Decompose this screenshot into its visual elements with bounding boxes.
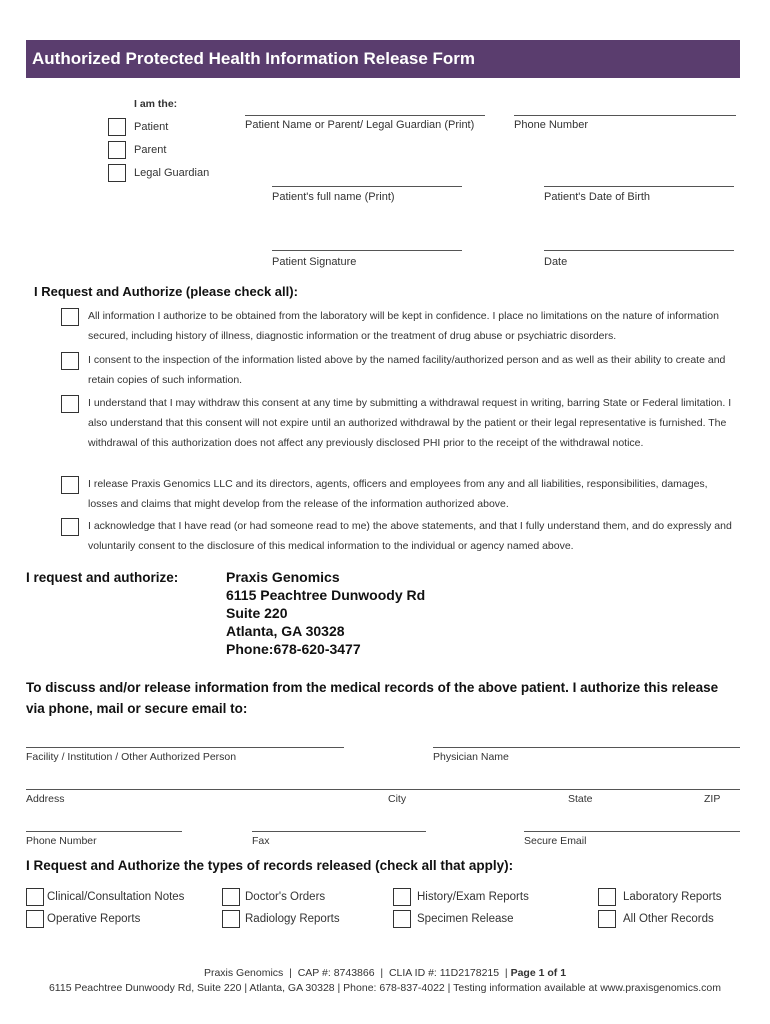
authorize-checkbox[interactable] xyxy=(61,476,79,494)
patient-dob-label: Patient's Date of Birth xyxy=(544,191,651,203)
discuss-statement: To discuss and/or release information from the medical records of the above patient. I authorize this release via phone, mail or secure email to: xyxy=(26,680,719,716)
radiology-reports-label: Radiology Reports xyxy=(245,913,340,925)
date-label: Date xyxy=(544,256,568,268)
facility-label: Facility / Institution / Other Authorized Person xyxy=(26,751,237,763)
address-field[interactable] xyxy=(26,789,740,790)
lab-phone: Phone:678-620-3477 xyxy=(226,641,361,657)
patient-checkbox[interactable] xyxy=(108,118,126,136)
specimen-release-label: Specimen Release xyxy=(417,913,514,925)
authorize-item: I release Praxis Genomics LLC and its directors, agents, officers and employees from any and all liabilities, responsibilities, damages, losses and claims that might develop from the release of the information authorized above. xyxy=(88,478,708,510)
lab-address-block xyxy=(226,568,425,658)
patient-signature-label: Patient Signature xyxy=(272,256,357,268)
date-field[interactable] xyxy=(544,250,734,251)
authorize-checkbox[interactable] xyxy=(61,518,79,536)
phone-number-label: Phone Number xyxy=(514,119,588,131)
authorize-heading: I Request and Authorize (please check all): xyxy=(34,284,298,299)
zip-label: ZIP xyxy=(704,793,721,805)
request-authorize-label: I request and authorize: xyxy=(26,570,179,585)
fax-field[interactable] xyxy=(252,831,426,832)
fax-label: Fax xyxy=(252,835,270,847)
patient-dob-field[interactable] xyxy=(544,186,734,187)
radiology-reports-checkbox[interactable] xyxy=(222,910,240,928)
guardian-name-label: Patient Name or Parent/ Legal Guardian (Print) xyxy=(245,119,475,131)
lab-name: Praxis Genomics xyxy=(226,569,340,585)
clinical-notes-label: Clinical/Consultation Notes xyxy=(47,891,185,903)
lab-city: Atlanta, GA 30328 xyxy=(226,623,345,639)
history-exam-checkbox[interactable] xyxy=(393,888,411,906)
authorize-checkbox[interactable] xyxy=(61,308,79,326)
state-label: State xyxy=(568,793,593,805)
patient-full-name-label: Patient's full name (Print) xyxy=(272,191,395,203)
operative-reports-label: Operative Reports xyxy=(47,913,141,925)
footer-line-2: 6115 Peachtree Dunwoody Rd, Suite 220 | Atlanta, GA 30328 | Phone: 678-837-4022 | Testing information available at www.praxisgenomics.com xyxy=(48,982,722,994)
records-heading: I Request and Authorize the types of records released (check all that apply): xyxy=(26,858,514,873)
parent-checkbox[interactable] xyxy=(108,141,126,159)
phone-label: Phone Number xyxy=(26,835,97,847)
doctors-orders-checkbox[interactable] xyxy=(222,888,240,906)
legal-guardian-option-label: Legal Guardian xyxy=(134,167,210,179)
lab-street: 6115 Peachtree Dunwoody Rd xyxy=(226,587,426,603)
authorize-item: I acknowledge that I have read (or had someone read to me) the above statements, and that I fully understand them, and do expressly and voluntarily consent to the disclosure of this medical information to the individual or agency named above. xyxy=(88,520,732,552)
facility-field[interactable] xyxy=(26,747,344,748)
address-label: Address xyxy=(26,793,65,805)
laboratory-reports-checkbox[interactable] xyxy=(598,888,616,906)
i-am-label: I am the: xyxy=(134,98,178,110)
city-label: City xyxy=(388,793,407,805)
physician-name-label: Physician Name xyxy=(433,751,509,763)
authorize-item: All information I authorize to be obtained from the laboratory will be kept in confidence. I place no limitations on the nature of information secured, including history of illness, diagnostic information or the treatment of drug abuse or psychiatric disorders. xyxy=(88,310,719,342)
laboratory-reports-label: Laboratory Reports xyxy=(623,891,722,903)
secure-email-field[interactable] xyxy=(524,831,740,832)
secure-email-label: Secure Email xyxy=(524,835,587,847)
lab-suite: Suite 220 xyxy=(226,605,288,621)
clinical-notes-checkbox[interactable] xyxy=(26,888,44,906)
legal-guardian-checkbox[interactable] xyxy=(108,164,126,182)
authorize-item: I understand that I may withdraw this consent at any time by submitting a withdrawal request in writing, barring State or Federal limitation. I also understand that this consent will not expire until an authorized withdrawal by the patient or their legal representative is furnished. The withdrawal of this authorization does not affect any previously disclosed PHI prior to the receipt of the withdrawal notice. xyxy=(88,397,732,449)
patient-option-label: Patient xyxy=(134,121,169,133)
patient-full-name-field[interactable] xyxy=(272,186,462,187)
footer-ids: Praxis Genomics | CAP #: 8743866 | CLIA ID #: 11D2178215 | xyxy=(203,967,511,979)
parent-option-label: Parent xyxy=(134,144,167,156)
authorize-checkbox[interactable] xyxy=(61,352,79,370)
history-exam-label: History/Exam Reports xyxy=(417,891,529,903)
footer-line-1 xyxy=(0,967,770,979)
all-other-records-label: All Other Records xyxy=(623,913,714,925)
authorize-item: I consent to the inspection of the information listed above by the named facility/authorized person and as well as their ability to create and retain copies of such information. xyxy=(88,354,726,386)
authorize-checkbox[interactable] xyxy=(61,395,79,413)
form-title: Authorized Protected Health Information Release Form xyxy=(26,40,740,78)
page-number: Page 1 of 1 xyxy=(510,967,567,979)
phone-field[interactable] xyxy=(26,831,182,832)
all-other-records-checkbox[interactable] xyxy=(598,910,616,928)
physician-name-field[interactable] xyxy=(433,747,740,748)
specimen-release-checkbox[interactable] xyxy=(393,910,411,928)
doctors-orders-label: Doctor's Orders xyxy=(245,891,326,903)
guardian-name-field[interactable] xyxy=(245,115,485,116)
operative-reports-checkbox[interactable] xyxy=(26,910,44,928)
phone-number-field[interactable] xyxy=(514,115,736,116)
patient-signature-field[interactable] xyxy=(272,250,462,251)
